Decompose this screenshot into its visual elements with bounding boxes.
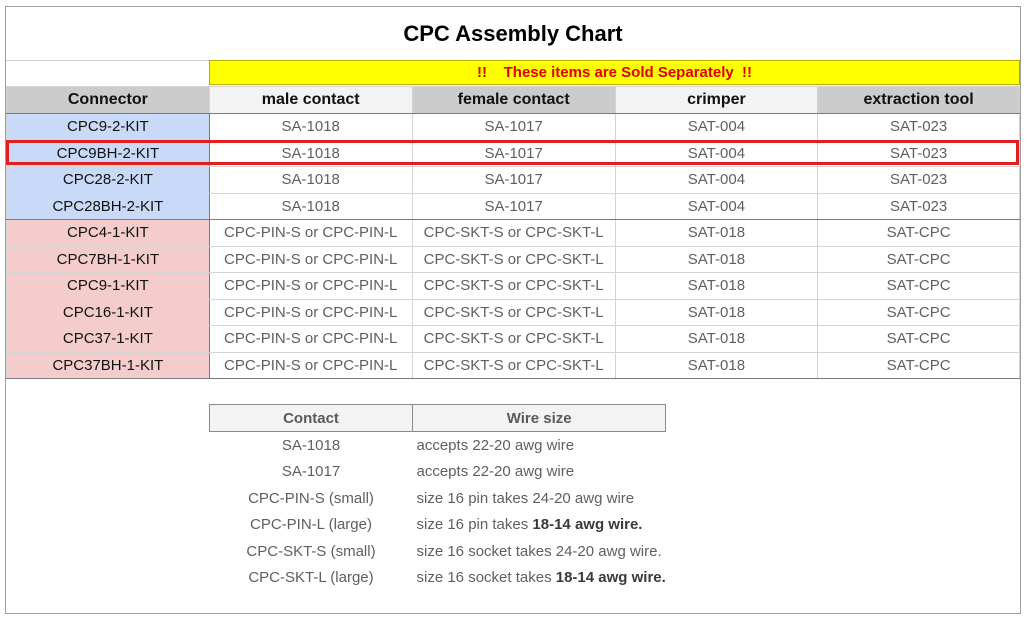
cell-crimper: SAT-018: [615, 220, 818, 247]
wire-row: [210, 485, 666, 512]
cell-male: CPC-PIN-S or CPC-PIN-L: [209, 299, 412, 326]
header-female-contact: female contact: [412, 87, 615, 114]
table-row: [7, 326, 1020, 353]
cell-crimper: SAT-004: [615, 140, 818, 167]
wire-size-bold-text: 18-14 awg wire.: [532, 516, 643, 534]
table-row: [7, 273, 1020, 300]
cell-female: SA-1017: [412, 167, 615, 194]
assembly-table: [6, 86, 1020, 379]
cell-female: CPC-SKT-S or CPC-SKT-L: [412, 220, 615, 247]
table-row: [7, 193, 1020, 220]
cell-extraction: SAT-CPC: [818, 326, 1020, 353]
header-connector: Connector: [7, 87, 210, 114]
wire-size-text: size 16 pin takes 24-20 awg wire: [416, 489, 635, 507]
cell-extraction: SAT-023: [818, 193, 1020, 220]
cell-female: SA-1017: [412, 140, 615, 167]
cell-extraction: SAT-023: [818, 140, 1020, 167]
wire-size-text: size 16 socket takes 24-20 awg wire.: [416, 542, 662, 560]
cell-connector: CPC9-2-KIT: [7, 114, 210, 141]
cell-extraction: SAT-CPC: [818, 299, 1020, 326]
wire-row: [210, 459, 666, 486]
cell-connector: CPC37BH-1-KIT: [7, 352, 210, 379]
assembly-table-body: [7, 114, 1020, 379]
wire-size-text: size 16 socket takes: [416, 569, 556, 587]
cell-female: CPC-SKT-S or CPC-SKT-L: [412, 326, 615, 353]
cell-female: SA-1017: [412, 114, 615, 141]
cell-connector: CPC9BH-2-KIT: [7, 140, 210, 167]
cell-crimper: SAT-018: [615, 299, 818, 326]
cell-male: SA-1018: [209, 167, 412, 194]
cell-male: CPC-PIN-S or CPC-PIN-L: [209, 246, 412, 273]
wire-size-text: size 16 pin takes: [416, 516, 533, 534]
wire-contact-cell: SA-1018: [281, 436, 341, 454]
table-row: [7, 299, 1020, 326]
wire-size-cell: [413, 459, 666, 486]
wire-size-cell: [413, 538, 666, 565]
cell-male: SA-1018: [209, 140, 412, 167]
cell-female: CPC-SKT-S or CPC-SKT-L: [412, 352, 615, 379]
wire-table-body: [210, 432, 666, 592]
table-row: [7, 167, 1020, 194]
table-row: [7, 352, 1020, 379]
cell-crimper: SAT-004: [615, 167, 818, 194]
header-contact: Contact: [210, 405, 413, 432]
cell-male: CPC-PIN-S or CPC-PIN-L: [209, 352, 412, 379]
cell-connector: CPC28BH-2-KIT: [7, 193, 210, 220]
cell-female: CPC-SKT-S or CPC-SKT-L: [412, 273, 615, 300]
table-row: [7, 140, 1020, 167]
wire-contact-cell: CPC-SKT-S (small): [246, 542, 376, 560]
cell-crimper: SAT-004: [615, 114, 818, 141]
wire-row: [210, 538, 666, 565]
cell-extraction: SAT-023: [818, 114, 1020, 141]
cell-extraction: SAT-CPC: [818, 246, 1020, 273]
wire-contact-cell: SA-1017: [281, 463, 341, 481]
cell-connector: CPC37-1-KIT: [7, 326, 210, 353]
header-crimper: crimper: [615, 87, 818, 114]
wire-size-cell: [413, 485, 666, 512]
cell-connector: CPC28-2-KIT: [7, 167, 210, 194]
header-wire-size: Wire size: [413, 405, 666, 432]
wire-row: [210, 432, 666, 459]
wire-size-cell: [413, 512, 666, 539]
table-row: [7, 114, 1020, 141]
assembly-chart-sheet: [5, 6, 1021, 614]
cell-extraction: SAT-CPC: [818, 273, 1020, 300]
cell-extraction: SAT-CPC: [818, 220, 1020, 247]
cell-male: SA-1018: [209, 193, 412, 220]
cell-female: CPC-SKT-S or CPC-SKT-L: [412, 299, 615, 326]
wire-contact-cell: CPC-PIN-L (large): [250, 516, 372, 534]
cell-crimper: SAT-004: [615, 193, 818, 220]
table-row: [7, 246, 1020, 273]
cell-extraction: SAT-023: [818, 167, 1020, 194]
cell-crimper: SAT-018: [615, 352, 818, 379]
cell-male: CPC-PIN-S or CPC-PIN-L: [209, 220, 412, 247]
cell-extraction: SAT-CPC: [818, 352, 1020, 379]
cell-male: SA-1018: [209, 114, 412, 141]
wire-size-table: [209, 404, 666, 591]
wire-size-cell: [413, 432, 666, 459]
cell-female: CPC-SKT-S or CPC-SKT-L: [412, 246, 615, 273]
table-row: [7, 220, 1020, 247]
wire-size-text: accepts 22-20 awg wire: [416, 463, 575, 481]
sold-separately-banner: !! These items are Sold Separately !!: [209, 60, 1020, 85]
wire-row: [210, 565, 666, 592]
banner-blank-cell: [6, 60, 209, 87]
cell-crimper: SAT-018: [615, 273, 818, 300]
wire-size-bold-text: 18-14 awg wire.: [555, 569, 666, 587]
wire-row: [210, 512, 666, 539]
cell-male: CPC-PIN-S or CPC-PIN-L: [209, 326, 412, 353]
header-male-contact: male contact: [209, 87, 412, 114]
wire-size-cell: [413, 565, 666, 592]
cell-connector: CPC7BH-1-KIT: [7, 246, 210, 273]
cell-female: SA-1017: [412, 193, 615, 220]
wire-header-row: [210, 405, 666, 432]
wire-size-text: accepts 22-20 awg wire: [416, 436, 575, 454]
cell-crimper: SAT-018: [615, 326, 818, 353]
cell-crimper: SAT-018: [615, 246, 818, 273]
wire-contact-cell: CPC-PIN-S (small): [248, 489, 374, 507]
assembly-header-row: [7, 87, 1020, 114]
wire-contact-cell: CPC-SKT-L (large): [248, 569, 374, 587]
cell-connector: CPC4-1-KIT: [7, 220, 210, 247]
cell-male: CPC-PIN-S or CPC-PIN-L: [209, 273, 412, 300]
cell-connector: CPC16-1-KIT: [7, 299, 210, 326]
header-extraction-tool: extraction tool: [818, 87, 1020, 114]
cell-connector: CPC9-1-KIT: [7, 273, 210, 300]
page-title: CPC Assembly Chart: [6, 7, 1020, 61]
